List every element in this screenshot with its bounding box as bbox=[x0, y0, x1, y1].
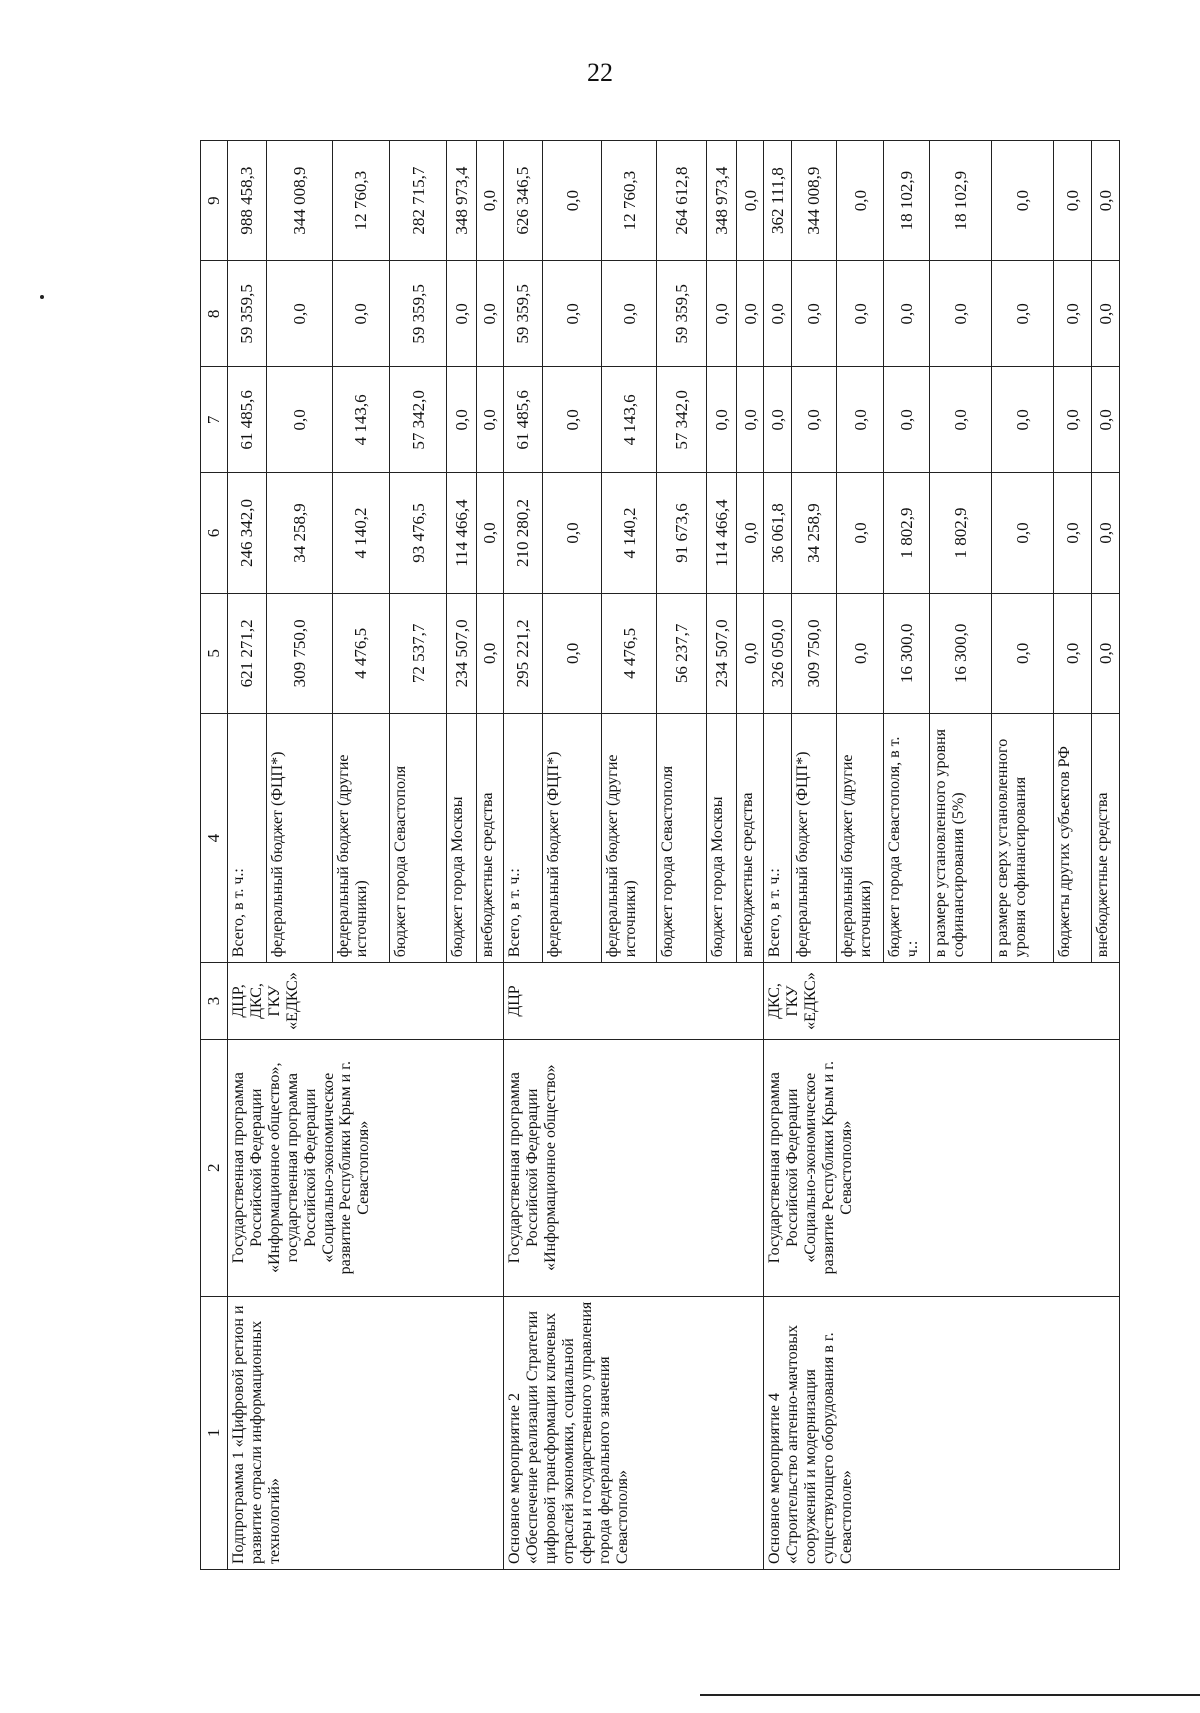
funding-source-cell: бюджет города Москвы bbox=[707, 713, 737, 962]
column-header: 8 bbox=[201, 261, 228, 367]
section-name-cell: Основное мероприятие 2 «Обеспечение реализации Стратегии цифровой трансформации ключевых отраслей экономики, социальной сферы и государственного управления города федерального значения Севастополя» bbox=[504, 1296, 764, 1569]
funding-source-cell: бюджет города Москвы bbox=[447, 713, 477, 962]
amount-cell: 4 143,6 bbox=[602, 367, 657, 473]
amount-cell: 0,0 bbox=[791, 261, 837, 367]
amount-cell: 0,0 bbox=[542, 261, 601, 367]
amount-cell: 4 140,2 bbox=[332, 473, 389, 593]
amount-cell: 0,0 bbox=[992, 141, 1054, 261]
funding-source-cell: внебюджетные средства bbox=[736, 713, 763, 962]
amount-cell: 0,0 bbox=[1092, 593, 1120, 713]
footer-rule bbox=[700, 1694, 1200, 1696]
amount-cell: 34 258,9 bbox=[266, 473, 332, 593]
amount-cell: 246 342,0 bbox=[228, 473, 267, 593]
header-row bbox=[201, 141, 228, 1570]
amount-cell: 4 476,5 bbox=[332, 593, 389, 713]
amount-cell: 4 143,6 bbox=[332, 367, 389, 473]
amount-cell: 18 102,9 bbox=[883, 141, 930, 261]
amount-cell: 344 008,9 bbox=[791, 141, 837, 261]
funding-source-cell: федеральный бюджет (ФЦП*) bbox=[266, 713, 332, 962]
amount-cell: 0,0 bbox=[764, 261, 791, 367]
amount-cell: 56 237,7 bbox=[656, 593, 706, 713]
amount-cell: 0,0 bbox=[542, 473, 601, 593]
amount-cell: 0,0 bbox=[1092, 473, 1120, 593]
amount-cell: 0,0 bbox=[1092, 367, 1120, 473]
column-header: 6 bbox=[201, 473, 228, 593]
amount-cell: 59 359,5 bbox=[504, 261, 543, 367]
amount-cell: 18 102,9 bbox=[930, 141, 992, 261]
amount-cell: 309 750,0 bbox=[266, 593, 332, 713]
amount-cell: 1 802,9 bbox=[930, 473, 992, 593]
amount-cell: 0,0 bbox=[266, 367, 332, 473]
amount-cell: 93 476,5 bbox=[390, 473, 447, 593]
amount-cell: 0,0 bbox=[992, 473, 1054, 593]
amount-cell: 309 750,0 bbox=[791, 593, 837, 713]
amount-cell: 0,0 bbox=[791, 367, 837, 473]
program-cell: Государственная программа Российской Федерации «Социально-экономическое развитие Республики Крым и г. Севастополя» bbox=[764, 1039, 1120, 1296]
amount-cell: 12 760,3 bbox=[332, 141, 389, 261]
amount-cell: 0,0 bbox=[1053, 367, 1092, 473]
amount-cell: 0,0 bbox=[542, 593, 601, 713]
amount-cell: 4 476,5 bbox=[602, 593, 657, 713]
amount-cell: 36 061,8 bbox=[764, 473, 791, 593]
page-number: 22 bbox=[587, 58, 613, 87]
amount-cell: 0,0 bbox=[837, 593, 884, 713]
funding-source-cell: бюджет города Севастополя bbox=[390, 713, 447, 962]
amount-cell: 0,0 bbox=[736, 473, 763, 593]
amount-cell: 0,0 bbox=[707, 367, 737, 473]
table-row bbox=[504, 141, 543, 1570]
amount-cell: 621 271,2 bbox=[228, 593, 267, 713]
amount-cell: 0,0 bbox=[930, 367, 992, 473]
section-name-cell: Основное мероприятие 4 «Строительство антенно-мачтовых сооружений и модернизация существующего оборудования в г. Севастополе» bbox=[764, 1296, 1120, 1569]
amount-cell: 0,0 bbox=[736, 141, 763, 261]
stray-dot bbox=[40, 295, 44, 299]
amount-cell: 91 673,6 bbox=[656, 473, 706, 593]
amount-cell: 12 760,3 bbox=[602, 141, 657, 261]
amount-cell: 348 973,4 bbox=[447, 141, 477, 261]
amount-cell: 114 466,4 bbox=[707, 473, 737, 593]
amount-cell: 57 342,0 bbox=[390, 367, 447, 473]
amount-cell: 326 050,0 bbox=[764, 593, 791, 713]
amount-cell: 0,0 bbox=[837, 367, 884, 473]
funding-source-cell: бюджет города Севастополя bbox=[656, 713, 706, 962]
table-body bbox=[228, 141, 1120, 1570]
amount-cell: 0,0 bbox=[266, 261, 332, 367]
amount-cell: 988 458,3 bbox=[228, 141, 267, 261]
amount-cell: 0,0 bbox=[1092, 261, 1120, 367]
amount-cell: 4 140,2 bbox=[602, 473, 657, 593]
amount-cell: 0,0 bbox=[447, 367, 477, 473]
amount-cell: 0,0 bbox=[837, 141, 884, 261]
funding-source-cell: внебюджетные средства bbox=[476, 713, 503, 962]
funding-source-cell: Всего, в т. ч.: bbox=[228, 713, 267, 962]
funding-source-cell: федеральный бюджет (ФЦП*) bbox=[791, 713, 837, 962]
amount-cell: 344 008,9 bbox=[266, 141, 332, 261]
amount-cell: 114 466,4 bbox=[447, 473, 477, 593]
funding-source-cell: бюджет города Севастополя, в т. ч.: bbox=[883, 713, 930, 962]
amount-cell: 0,0 bbox=[476, 141, 503, 261]
funding-source-cell: в размере установленного уровня софинансирования (5%) bbox=[930, 713, 992, 962]
amount-cell: 0,0 bbox=[476, 261, 503, 367]
executor-cell: ДЦР, ДКС, ГКУ «ЕДКС» bbox=[228, 963, 504, 1040]
amount-cell: 0,0 bbox=[707, 261, 737, 367]
amount-cell: 16 300,0 bbox=[930, 593, 992, 713]
funding-table bbox=[200, 140, 1120, 1570]
amount-cell: 234 507,0 bbox=[447, 593, 477, 713]
executor-cell: ДКС, ГКУ «ЕДКС» bbox=[764, 963, 1120, 1040]
amount-cell: 295 221,2 bbox=[504, 593, 543, 713]
program-cell: Государственная программа Российской Федерации «Информационное общество», государственная программа Российской Федерации «Социально-экономическое развитие Республики Крым и г. Севастополя» bbox=[228, 1039, 504, 1296]
amount-cell: 0,0 bbox=[992, 261, 1054, 367]
amount-cell: 0,0 bbox=[332, 261, 389, 367]
amount-cell: 59 359,5 bbox=[390, 261, 447, 367]
amount-cell: 61 485,6 bbox=[228, 367, 267, 473]
funding-source-cell: федеральный бюджет (другие источники) bbox=[332, 713, 389, 962]
section-name-cell: Подпрограмма 1 «Цифровой регион и развитие отрасли информационных технологий» bbox=[228, 1296, 504, 1569]
amount-cell: 0,0 bbox=[736, 367, 763, 473]
amount-cell: 282 715,7 bbox=[390, 141, 447, 261]
amount-cell: 0,0 bbox=[1053, 261, 1092, 367]
program-cell: Государственная программа Российской Федерации «Информационное общество» bbox=[504, 1039, 764, 1296]
amount-cell: 264 612,8 bbox=[656, 141, 706, 261]
amount-cell: 0,0 bbox=[476, 593, 503, 713]
amount-cell: 0,0 bbox=[542, 141, 601, 261]
column-header: 5 bbox=[201, 593, 228, 713]
funding-source-cell: Всего, в т. ч.: bbox=[764, 713, 791, 962]
amount-cell: 0,0 bbox=[837, 261, 884, 367]
amount-cell: 210 280,2 bbox=[504, 473, 543, 593]
amount-cell: 234 507,0 bbox=[707, 593, 737, 713]
amount-cell: 0,0 bbox=[1092, 141, 1120, 261]
rotated-table-container bbox=[200, 140, 1120, 1570]
amount-cell: 348 973,4 bbox=[707, 141, 737, 261]
amount-cell: 626 346,5 bbox=[504, 141, 543, 261]
amount-cell: 0,0 bbox=[602, 261, 657, 367]
column-header: 1 bbox=[201, 1296, 228, 1569]
funding-source-cell: Всего, в т. ч.: bbox=[504, 713, 543, 962]
amount-cell: 0,0 bbox=[476, 473, 503, 593]
funding-source-cell: федеральный бюджет (другие источники) bbox=[602, 713, 657, 962]
amount-cell: 61 485,6 bbox=[504, 367, 543, 473]
funding-source-cell: федеральный бюджет (ФЦП*) bbox=[542, 713, 601, 962]
funding-source-cell: бюджеты других субъектов РФ bbox=[1053, 713, 1092, 962]
executor-cell: ДЦР bbox=[504, 963, 764, 1040]
amount-cell: 59 359,5 bbox=[656, 261, 706, 367]
amount-cell: 57 342,0 bbox=[656, 367, 706, 473]
amount-cell: 16 300,0 bbox=[883, 593, 930, 713]
amount-cell: 0,0 bbox=[883, 261, 930, 367]
amount-cell: 59 359,5 bbox=[228, 261, 267, 367]
column-header: 7 bbox=[201, 367, 228, 473]
amount-cell: 0,0 bbox=[542, 367, 601, 473]
amount-cell: 0,0 bbox=[476, 367, 503, 473]
funding-source-cell: федеральный бюджет (другие источники) bbox=[837, 713, 884, 962]
amount-cell: 362 111,8 bbox=[764, 141, 791, 261]
column-header: 2 bbox=[201, 1039, 228, 1296]
amount-cell: 0,0 bbox=[736, 261, 763, 367]
amount-cell: 0,0 bbox=[992, 593, 1054, 713]
column-header: 9 bbox=[201, 141, 228, 261]
table-row bbox=[764, 141, 791, 1570]
amount-cell: 1 802,9 bbox=[883, 473, 930, 593]
amount-cell: 0,0 bbox=[447, 261, 477, 367]
amount-cell: 0,0 bbox=[1053, 473, 1092, 593]
amount-cell: 0,0 bbox=[930, 261, 992, 367]
amount-cell: 0,0 bbox=[1053, 141, 1092, 261]
amount-cell: 72 537,7 bbox=[390, 593, 447, 713]
funding-source-cell: в размере сверх установленного уровня софинансирования bbox=[992, 713, 1054, 962]
column-header: 4 bbox=[201, 713, 228, 962]
amount-cell: 0,0 bbox=[992, 367, 1054, 473]
amount-cell: 0,0 bbox=[883, 367, 930, 473]
amount-cell: 0,0 bbox=[837, 473, 884, 593]
amount-cell: 34 258,9 bbox=[791, 473, 837, 593]
amount-cell: 0,0 bbox=[764, 367, 791, 473]
column-header: 3 bbox=[201, 963, 228, 1040]
amount-cell: 0,0 bbox=[736, 593, 763, 713]
table-row bbox=[228, 141, 267, 1570]
amount-cell: 0,0 bbox=[1053, 593, 1092, 713]
funding-source-cell: внебюджетные средства bbox=[1092, 713, 1120, 962]
